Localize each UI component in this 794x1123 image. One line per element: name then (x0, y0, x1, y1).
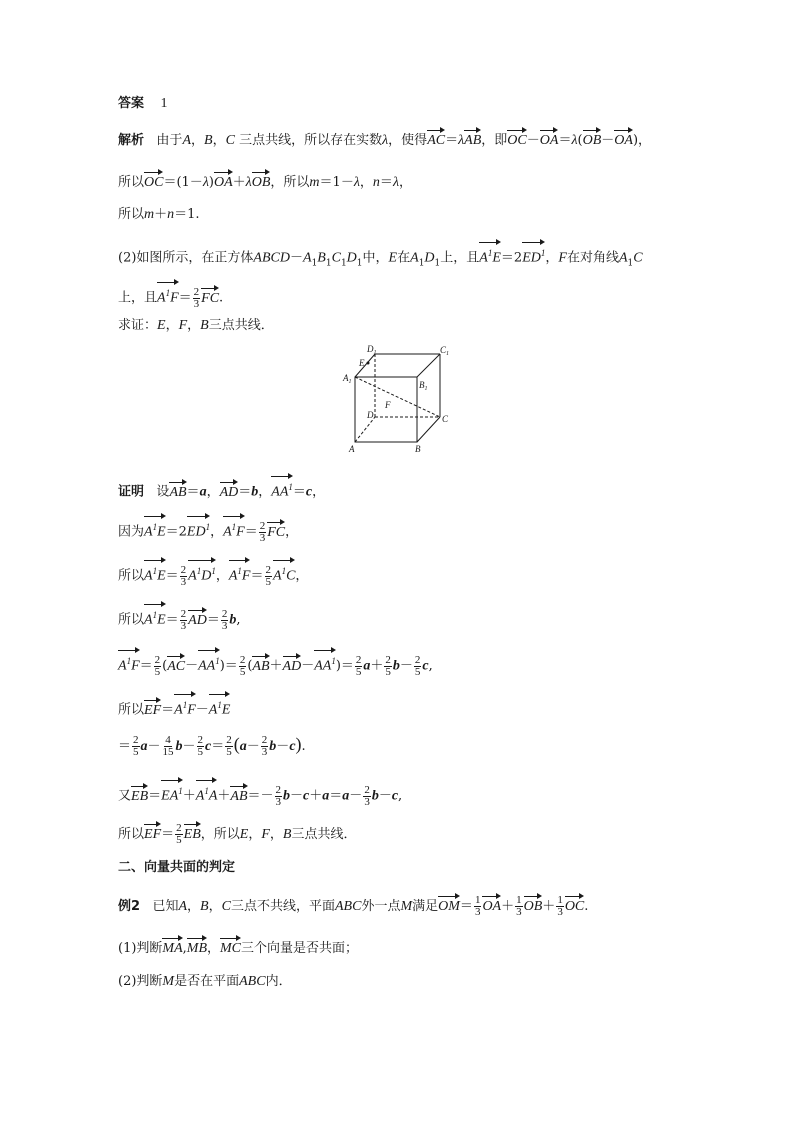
answer-line (118, 94, 168, 114)
proof-text: 所以 (118, 612, 145, 628)
analysis-text: 所以 (118, 207, 145, 222)
analysis-line-1: 解析 由于A，B，C 三点共线，所以存在实数λ，使得AC＝λAB，即OC－OA＝λ(OB－OA)， (118, 128, 651, 151)
proof-text: 三点共线． (291, 827, 357, 842)
example2-q1: (1)判断MA,MB，MC三个向量是否共面； (118, 936, 358, 959)
section2-title (118, 858, 235, 878)
label-f: F (385, 400, 391, 410)
problem2-line-2: 上，且$A^1F=$ $\frac{2}{3}$ FC. (118, 280, 223, 310)
prove-text: 三点共线． (208, 318, 274, 333)
proof-text: 设 (156, 484, 170, 500)
label-e: E (359, 358, 365, 368)
proof-text: 所以 (118, 702, 145, 718)
example-text: 满足 (412, 899, 439, 914)
analysis-text: 所以 (118, 175, 145, 190)
analysis-text: 由于 (156, 133, 183, 148)
proof-text: 所以 (118, 827, 145, 842)
problem2-text: 在对角线 (566, 250, 619, 266)
proof-line-8: 又$EB=EA^1+A^1A+AB=-$ $\frac{2}{3}$ b－c＋a＝a－ $\frac{2}{3}$ b－c, (118, 778, 402, 808)
label-b: B (415, 444, 421, 454)
proof-line-2: 因为$A^1E=2ED^1$，$A^1F=$ $\frac{2}{3}$ FC， (118, 514, 298, 544)
problem2-text: (2)如图所示，在正方体 (118, 250, 254, 266)
label-a: A (349, 444, 355, 454)
point-e (367, 362, 370, 365)
problem2-text: 中， (362, 250, 389, 266)
prove-line: 求证：E，F，B三点共线． (118, 318, 274, 333)
q2-text: 是否在平面 (174, 974, 240, 989)
proof-text: ，所以 (200, 827, 240, 842)
analysis-text: 三点共线，所以存在实数 (239, 133, 383, 148)
proof-text: 所以 (118, 568, 145, 584)
proof-text: 因为 (118, 524, 145, 540)
label-d: D (367, 410, 374, 420)
cube-figure (340, 342, 460, 460)
answer-value: 1 (160, 96, 168, 111)
q2-text: (2)判断 (118, 974, 163, 989)
example-text: 外一点 (361, 899, 401, 914)
proof-line-3: 所以$A^1E=$ $\frac{2}{3}$ $A^1D^1$，$A^1F=$ $\frac{2}{5}$ $A^1C$， (118, 558, 308, 588)
answer-label: 答案 (118, 96, 145, 111)
proof-text: 又 (118, 788, 132, 804)
problem2-text: 上，且 (118, 290, 158, 306)
analysis-line-2: 所以OC＝(1－λ)OA＋λOB，所以m＝1－λ，n＝λ， (118, 170, 412, 193)
example-text: 三点不共线，平面 (230, 899, 335, 914)
problem2-line-1: (2)如图所示，在正方体$ABCD-A_1B_1C_1D_1$中，E在$A_1D_1$上，且$A^1E=2ED^1$，F在对角线$A_1C$ (118, 240, 643, 273)
label-c: C (442, 414, 449, 424)
analysis-label: 解析 (118, 133, 145, 148)
prove-label: 求证： (118, 318, 158, 333)
example-text: 已知 (152, 899, 179, 914)
problem2-text: 上，且 (440, 250, 480, 266)
proof-line-5: $A^1F=$ $\frac{2}{5}$ $(AC-AA^1)=$ $\frac{2}{5}$ $(AB+AD-AA^1)=$ $\frac{2}{5}$ a＋ $\frac{2}{5}$ b－ $\frac{2}{5}$ c, (118, 648, 433, 678)
analysis-line-3: 所以m＋n＝1. (118, 207, 200, 222)
label-d1: $D_1$ (367, 344, 377, 356)
q1-text: 三个向量是否共面； (241, 941, 359, 956)
example2-line-1: 例2 已知A，B，C三点不共线，平面ABC外一点M满足OM＝ $\frac{1}{3}$ OA＋ $\frac{1}{3}$ OB＋ $\frac{1}{3}$ OC. (118, 894, 589, 918)
analysis-text: ，所以 (270, 175, 310, 190)
proof-label: 证明 (118, 484, 145, 500)
proof-line-1: 证明 设AB＝a，AD＝b，$AA^1=c$， (118, 474, 325, 503)
problem2-text: 在 (397, 250, 411, 266)
proof-line-6: 所以$EF=A^1F-A^1E$ (118, 692, 230, 721)
proof-line-9: 所以EF＝ $\frac{2}{5}$ EB，所以E，F，B三点共线． (118, 822, 357, 846)
proof-line-7: ＝ $\frac{2}{5}$ a－ $\frac{4}{15}$ b－ $\frac{2}{5}$ c＝ $\frac{2}{5}$ (a－ $\frac{2}{3}$ b－c). (118, 734, 306, 758)
q1-text: (1)判断 (118, 941, 163, 956)
example-label: 例2 (118, 899, 141, 914)
label-c1: $C_1$ (440, 345, 450, 357)
analysis-text: ，使得 (388, 133, 428, 148)
label-b1: $B_1$ (419, 380, 428, 392)
label-a1: $A_1$ (343, 373, 352, 385)
q2-text: 内． (265, 974, 292, 989)
section-title: 二、向量共面的判定 (118, 860, 236, 875)
problem2-text: ， (545, 250, 559, 266)
analysis-text: ，即 (481, 133, 508, 148)
example2-q2: (2)判断M是否在平面ABC内． (118, 974, 292, 989)
proof-line-4: 所以$A^1E=$ $\frac{2}{3}$ AD＝ $\frac{2}{3}$ b, (118, 602, 240, 632)
